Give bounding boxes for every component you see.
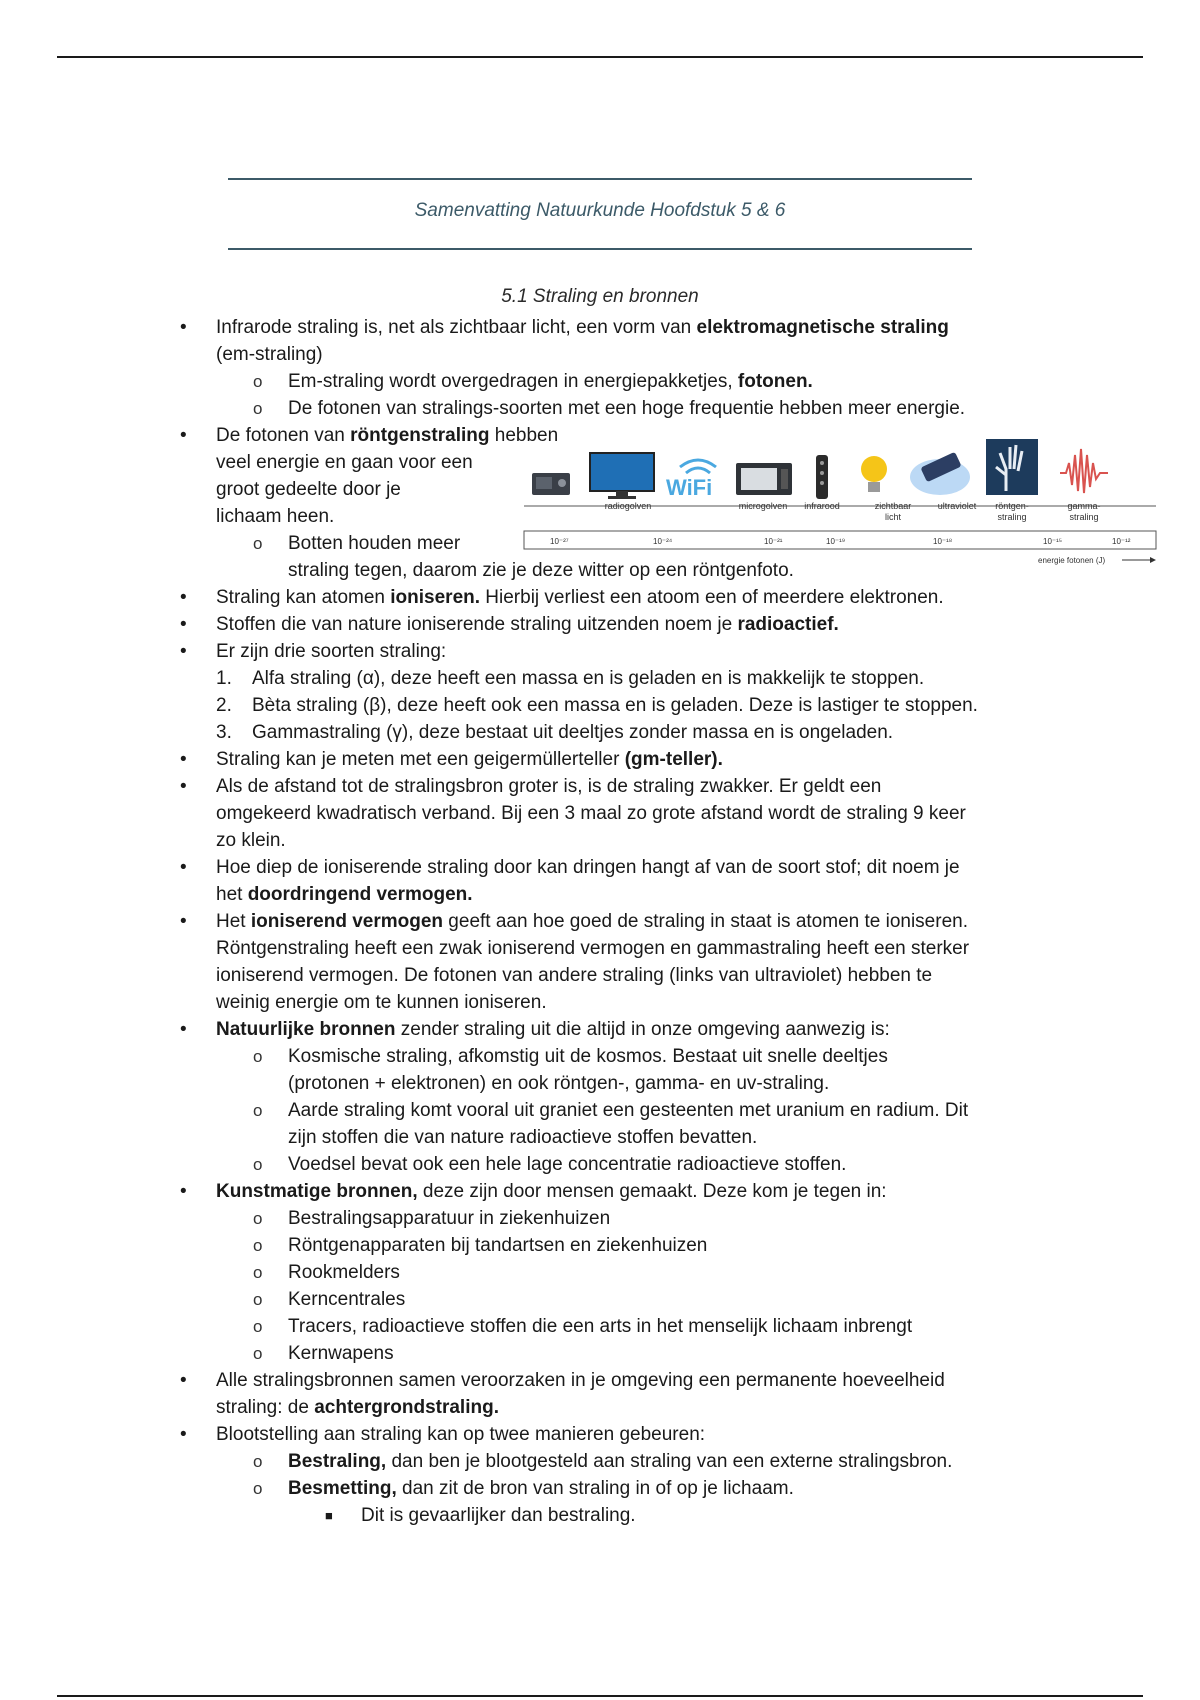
- bullet-icon: •: [180, 911, 187, 932]
- list-item: • Kunstmatige bronnen, deze zijn door mensen gemaakt. Deze kom je tegen in:: [0, 1178, 1076, 1205]
- label-rontgen: röntgen-: [995, 501, 1029, 511]
- circle-bullet-icon: o: [253, 1317, 263, 1336]
- energy-tick: 10⁻²¹: [764, 537, 783, 546]
- circle-bullet-icon: o: [253, 1209, 263, 1228]
- light-bulb-icon: [861, 456, 887, 492]
- list-item-continuation: (em-straling): [216, 344, 323, 365]
- title-rule-top: [228, 178, 972, 180]
- square-bullet-icon: ■: [325, 1508, 333, 1523]
- list-item: • Er zijn drie soorten straling:: [0, 638, 1076, 665]
- list-item: • Infrarode straling is, net als zichtbaar licht, een vorm van elektromagnetische straling: [0, 314, 1076, 341]
- list-item: • Straling kan je meten met een geigermüllerteller (gm-teller).: [0, 746, 1076, 773]
- wifi-icon: [666, 460, 716, 500]
- circle-bullet-icon: o: [253, 1101, 263, 1120]
- circle-bullet-icon: o: [253, 1155, 263, 1174]
- label-zichtbaar: zichtbaar: [874, 501, 912, 511]
- circle-bullet-icon: o: [253, 1344, 263, 1363]
- television-icon: [590, 453, 654, 499]
- em-spectrum-figure: [520, 433, 1160, 568]
- list-item-continuation: ioniserend vermogen. De fotonen van andere straling (links van ultraviolet) hebben te: [216, 965, 933, 986]
- page-bottom-rule: [57, 1695, 1143, 1697]
- list-item-continuation: omgekeerd kwadratisch verband. Bij een 3 maal zo grote afstand wordt de straling 9 keer: [216, 803, 966, 824]
- sub-list-item-continuation: straling tegen, daarom zie je deze witter op een röntgenfoto.: [288, 560, 794, 581]
- page-top-rule: [57, 56, 1143, 58]
- bullet-icon: •: [180, 1370, 187, 1391]
- bullet-icon: •: [180, 776, 187, 797]
- circle-bullet-icon: o: [253, 1290, 263, 1309]
- xray-hand-icon: [986, 439, 1038, 495]
- label-infrarood: infrarood: [804, 501, 840, 511]
- sub-list-item: o De fotonen van stralings-soorten met een hoge frequentie hebben meer energie.: [0, 395, 1078, 422]
- bullet-icon: •: [180, 1181, 187, 1202]
- sub-list-item: o Kernwapens: [0, 1340, 1078, 1367]
- number-marker: 3.: [216, 722, 232, 743]
- list-item-continuation: veel energie en gaan voor een: [216, 452, 473, 473]
- uv-lamp-icon: [910, 452, 970, 495]
- list-item: • Alle stralingsbronnen samen veroorzaken in je omgeving een permanente hoeveelheid: [0, 1367, 1076, 1394]
- sub-list-item: o Bestraling, dan ben je blootgesteld aan straling van een externe stralingsbron.: [0, 1448, 1078, 1475]
- energy-tick: 10⁻¹²: [1112, 537, 1131, 546]
- bullet-icon: •: [180, 857, 187, 878]
- bullet-icon: •: [180, 614, 187, 635]
- list-item: • Hoe diep de ioniserende straling door kan dringen hangt af van de soort stof; dit noem je: [0, 854, 1076, 881]
- list-item-continuation: het doordringend vermogen.: [216, 884, 473, 905]
- sub-list-item: o Kerncentrales: [0, 1286, 1078, 1313]
- bullet-icon: •: [180, 425, 187, 446]
- list-item-continuation: straling: de achtergrondstraling.: [216, 1397, 499, 1418]
- bullet-icon: •: [180, 1019, 187, 1040]
- sub-list-item: o Voedsel bevat ook een hele lage concentratie radioactieve stoffen.: [0, 1151, 1078, 1178]
- sub-list-item: o Bestralingsapparatuur in ziekenhuizen: [0, 1205, 1078, 1232]
- list-item: • Het ioniserend vermogen geeft aan hoe goed de straling in staat is atomen te ioniseren.: [0, 908, 1076, 935]
- arrow-right-icon: [1150, 557, 1156, 563]
- bullet-icon: •: [180, 749, 187, 770]
- label-radiogolven: radiogolven: [604, 501, 652, 511]
- sub-sub-list-item: ■ Dit is gevaarlijker dan bestraling.: [0, 1502, 1061, 1529]
- list-item: • Straling kan atomen ioniseren. Hierbij verliest een atoom een of meerdere elektronen.: [0, 584, 1076, 611]
- bullet-icon: •: [180, 317, 187, 338]
- bullet-icon: •: [180, 587, 187, 608]
- energy-tick: 10⁻²⁷: [550, 537, 569, 546]
- section-heading: 5.1 Straling en bronnen: [501, 286, 699, 307]
- circle-bullet-icon: o: [253, 1263, 263, 1282]
- bullet-icon: •: [180, 641, 187, 662]
- circle-bullet-icon: o: [253, 1452, 263, 1471]
- list-item: • De fotonen van röntgenstraling hebben: [0, 422, 1076, 449]
- circle-bullet-icon: o: [253, 1047, 263, 1066]
- numbered-item: 1. Alfa straling (α), deze heeft een massa en is geladen en is makkelijk te stoppen.: [0, 665, 1082, 692]
- energy-tick: 10⁻¹⁸: [933, 537, 953, 546]
- energy-tick: 10⁻¹⁵: [1043, 537, 1063, 546]
- list-item: • Als de afstand tot de stralingsbron groter is, is de straling zwakker. Er geldt een: [0, 773, 1076, 800]
- list-item: • Stoffen die van nature ioniserende straling uitzenden noem je radioactief.: [0, 611, 1076, 638]
- microwave-icon: [736, 463, 792, 495]
- energy-axis-label: energie fotonen (J): [1038, 556, 1106, 565]
- list-item-continuation: weinig energie om te kunnen ioniseren.: [216, 992, 547, 1013]
- list-item-continuation: lichaam heen.: [216, 506, 335, 527]
- label-ultraviolet: ultraviolet: [937, 501, 977, 511]
- sub-list-item: o Aarde straling komt vooral uit graniet een gesteenten met uranium en radium. Dit: [0, 1097, 1078, 1124]
- sub-list-item: o Rookmelders: [0, 1259, 1078, 1286]
- list-item-continuation: groot gedeelte door je: [216, 479, 401, 500]
- gamma-wave-icon: [1060, 449, 1108, 493]
- sub-list-item: o Tracers, radioactieve stoffen die een arts in het menselijk lichaam inbrengt: [0, 1313, 1078, 1340]
- sub-list-item: o Botten houden meer: [0, 530, 1078, 557]
- list-item: • Natuurlijke bronnen zender straling uit die altijd in onze omgeving aanwezig is:: [0, 1016, 1076, 1043]
- number-marker: 1.: [216, 668, 232, 689]
- energy-tick: 10⁻¹⁹: [826, 537, 846, 546]
- list-item: • Blootstelling aan straling kan op twee manieren gebeuren:: [0, 1421, 1076, 1448]
- sub-list-item: o Röntgenapparaten bij tandartsen en ziekenhuizen: [0, 1232, 1078, 1259]
- bullet-icon: •: [180, 1424, 187, 1445]
- circle-bullet-icon: o: [253, 534, 263, 553]
- sub-list-item-continuation: zijn stoffen die van nature radioactieve stoffen bevatten.: [288, 1127, 758, 1148]
- sub-list-item: o Kosmische straling, afkomstig uit de kosmos. Bestaat uit snelle deeltjes: [0, 1043, 1078, 1070]
- circle-bullet-icon: o: [253, 1479, 263, 1498]
- numbered-item: 2. Bèta straling (β), deze heeft ook een massa en is geladen. Deze is lastiger te stoppen.: [0, 692, 1082, 719]
- circle-bullet-icon: o: [253, 399, 263, 418]
- list-item-continuation: zo klein.: [216, 830, 286, 851]
- label-gamma-straling: straling: [1069, 512, 1099, 522]
- label-licht: licht: [884, 512, 902, 522]
- list-item-continuation: Röntgenstraling heeft een zwak ioniserend vermogen en gammastraling heeft een sterker: [216, 938, 970, 959]
- radio-icon: [532, 473, 570, 495]
- circle-bullet-icon: o: [253, 1236, 263, 1255]
- energy-tick: 10⁻²⁴: [653, 537, 673, 546]
- label-rontgen-straling: straling: [997, 512, 1027, 522]
- number-marker: 2.: [216, 695, 232, 716]
- sub-list-item: o Em-straling wordt overgedragen in energiepakketjes, fotonen.: [0, 368, 1078, 395]
- remote-control-icon: [816, 455, 828, 499]
- document-title: Samenvatting Natuurkunde Hoofdstuk 5 & 6: [414, 200, 786, 221]
- title-rule-bottom: [228, 248, 972, 250]
- circle-bullet-icon: o: [253, 372, 263, 391]
- label-microgolven: microgolven: [738, 501, 788, 511]
- sub-list-item-continuation: (protonen + elektronen) en ook röntgen-, gamma- en uv-straling.: [288, 1073, 830, 1094]
- label-gamma: gamma-: [1067, 501, 1101, 511]
- sub-list-item: o Besmetting, dan zit de bron van straling in of op je lichaam.: [0, 1475, 1078, 1502]
- wifi-label: WiFi: [666, 475, 713, 500]
- numbered-item: 3. Gammastraling (γ), deze bestaat uit deeltjes zonder massa en is ongeladen.: [0, 719, 1082, 746]
